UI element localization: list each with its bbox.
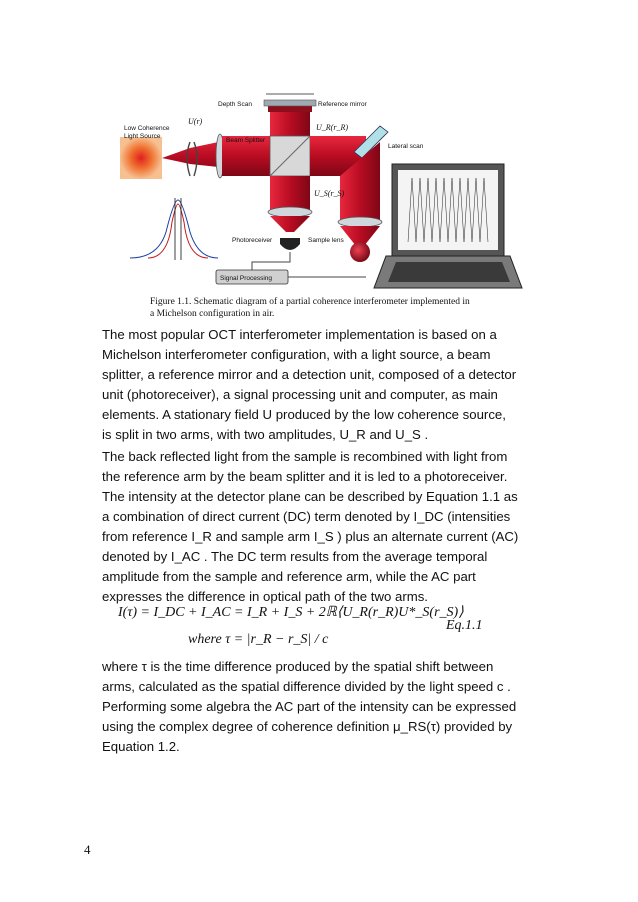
- paragraph-1: [102, 325, 534, 445]
- reference-mirror: [264, 100, 316, 106]
- light-source-label: Light Source: [124, 133, 161, 140]
- signal-processing-label: Signal Processing: [220, 275, 273, 282]
- p2-line: denoted by I_AC . The DC term results from the average temporal: [102, 549, 488, 564]
- detector-arm-beam: [270, 176, 310, 210]
- p3-line: arms, calculated as the spatial difference divided by the light speed c .: [102, 679, 511, 694]
- figure-caption: [150, 296, 510, 320]
- p1-line: is split in two arms, with two amplitudes, U_R and U_S .: [102, 427, 429, 442]
- caption-line-1: Figure 1.1. Schematic diagram of a partial coherence interferometer implemented in: [150, 297, 470, 307]
- p1-line: Michelson interferometer configuration, with a light source, a beam: [102, 347, 491, 362]
- photoreceiver-label: Photoreceiver: [232, 237, 273, 244]
- p2-line: The intensity at the detector plane can be described by Equation 1.1 as: [102, 489, 518, 504]
- caption-line-2: a Michelson configuration in air.: [150, 309, 275, 319]
- p1-line: elements. A stationary field U produced by the low coherence source,: [102, 407, 506, 422]
- light-source: [120, 137, 162, 179]
- equation-line-1: I(τ) = I_DC + I_AC = I_R + I_S + 2ℝ⟨U_R(r_R)U*_S(r_S)⟩: [118, 605, 464, 620]
- paragraph-3: [102, 657, 534, 757]
- low-coherence-label: Low Coherence: [124, 125, 170, 132]
- sample-lens-label: Sample lens: [308, 237, 344, 244]
- paragraph-2: [102, 447, 534, 607]
- page-number: 4: [84, 842, 91, 857]
- p2-line: The back reflected light from the sample is recombined with light from: [102, 449, 508, 464]
- computer-laptop: [374, 164, 522, 288]
- u-r-label: U(r): [188, 117, 203, 126]
- sample-lens: [338, 217, 382, 227]
- p2-line: from reference I_R and sample arm I_S ) plus an alternate current (AC): [102, 529, 519, 544]
- ur-rr-label: U_R(r_R): [316, 123, 348, 132]
- depth-scan-label: Depth Scan: [218, 101, 252, 108]
- p3-line: using the complex degree of coherence definition μ_RS(τ) provided by: [102, 719, 513, 734]
- equation-line-2: where τ = |r_R − r_S| / c: [188, 632, 329, 647]
- us-rs-label: U_S(r_S): [314, 189, 345, 198]
- beam-splitter-label: Beam Splitter: [226, 137, 266, 144]
- lateral-scan-label: Lateral scan: [388, 143, 424, 150]
- reference-mirror-label: Reference mirror: [318, 101, 367, 108]
- p3-line: where τ is the time difference produced by the spatial shift between: [102, 659, 494, 674]
- oct-schematic-figure: [118, 92, 538, 300]
- p3-line: Equation 1.2.: [102, 739, 180, 754]
- p2-line: a combination of direct current (DC) term denoted by I_DC (intensities: [102, 509, 511, 524]
- p2-line: the reference arm by the beam splitter and it is led to a photoreceiver.: [102, 469, 508, 484]
- coherence-curves-inset: [128, 192, 218, 262]
- p1-line: The most popular OCT interferometer implementation is based on a: [102, 327, 497, 342]
- equation-label: Eq.1.1: [446, 618, 483, 633]
- p1-line: splitter, a reference mirror and a detection unit, composed of a detector: [102, 367, 517, 382]
- p2-line: amplitude from the sample and reference arm, while the AC part: [102, 569, 476, 584]
- sample: [350, 242, 370, 262]
- p2-line: expresses the difference in optical path of the two arms.: [102, 589, 428, 604]
- reference-arm-beam: [270, 110, 310, 138]
- photoreceiver: [280, 238, 300, 250]
- p1-line: unit (photoreceiver), a signal processing unit and computer, as main: [102, 387, 498, 402]
- p3-line: Performing some algebra the AC part of the intensity can be expressed: [102, 699, 517, 714]
